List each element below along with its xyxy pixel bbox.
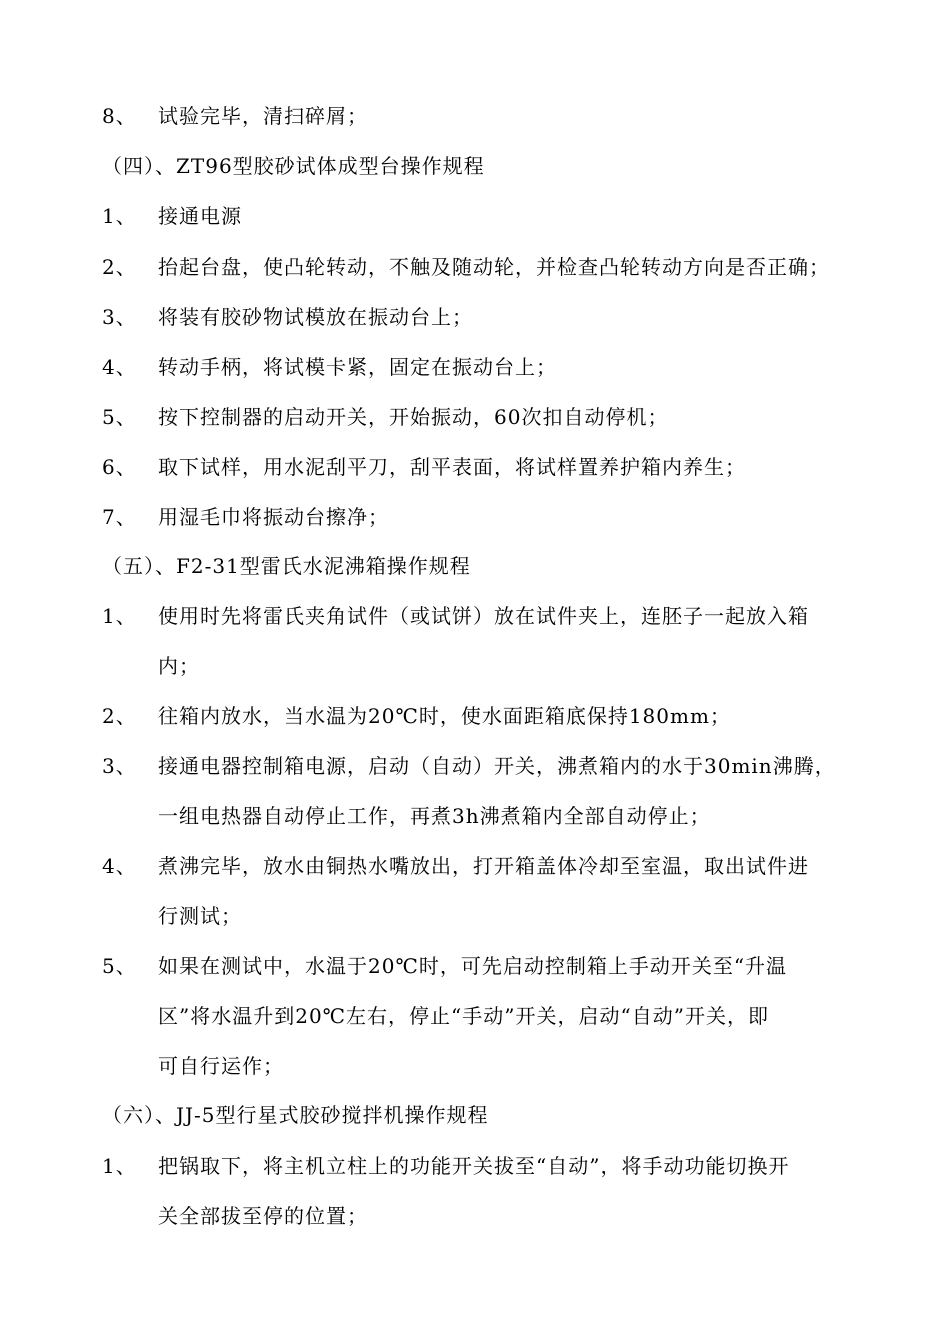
item-number: 2、 [102, 704, 137, 728]
item-text-continuation: 一组电热器自动停止工作，再煮3h沸煮箱内全部自动停止； [158, 804, 711, 828]
item-text: 把锅取下，将主机立柱上的功能开关拔至“自动”，将手动功能切换开 [158, 1154, 790, 1178]
item-number: 8、 [102, 104, 137, 128]
item-text: 抬起台盘，使凸轮转动，不触及随动轮，并检查凸轮转动方向是否正确； [158, 255, 830, 279]
item-text: 用湿毛巾将振动台擦净； [158, 505, 389, 529]
item-text-continuation: 关全部拔至停的位置； [158, 1204, 368, 1228]
item-number: 1、 [102, 604, 137, 628]
item-text-continuation: 可自行运作； [158, 1054, 284, 1078]
item-text: 将装有胶砂物试模放在振动台上； [158, 305, 473, 329]
item-number: 5、 [102, 405, 137, 429]
item-number: 3、 [102, 305, 137, 329]
item-number: 5、 [102, 954, 137, 978]
item-number: 2、 [102, 255, 137, 279]
item-number: 1、 [102, 1154, 137, 1178]
item-text: 煮沸完毕，放水由铜热水嘴放出，打开箱盖体冷却至室温，取出试件进 [158, 854, 809, 878]
item-number: 7、 [102, 505, 137, 529]
item-text: 如果在测试中，水温于20℃时，可先启动控制箱上手动开关至“升温 [158, 954, 788, 978]
item-text-continuation: 行测试； [158, 904, 242, 928]
item-text: 往箱内放水，当水温为20℃时，使水面距箱底保持180mm； [158, 704, 731, 728]
item-number: 3、 [102, 754, 137, 778]
section-heading: （五）、F2-31型雷氏水泥沸箱操作规程 [102, 554, 471, 578]
item-text: 取下试样，用水泥刮平刀，刮平表面，将试样置养护箱内养生； [158, 455, 746, 479]
item-text-continuation: 内； [158, 654, 200, 678]
item-text: 转动手柄，将试模卡紧，固定在振动台上； [158, 355, 557, 379]
item-text: 接通电源 [158, 204, 242, 228]
item-text: 接通电器控制箱电源，启动（自动）开关，沸煮箱内的水于30min沸腾， [158, 754, 836, 778]
section-heading: （四）、ZT96型胶砂试体成型台操作规程 [102, 154, 485, 178]
item-number: 6、 [102, 455, 137, 479]
section-heading: （六）、JJ-5型行星式胶砂搅拌机操作规程 [102, 1103, 489, 1127]
item-number: 1、 [102, 204, 137, 228]
item-number: 4、 [102, 854, 137, 878]
item-text-continuation: 区”将水温升到20℃左右，停止“手动”开关，启动“自动”开关，即 [158, 1004, 769, 1028]
item-text: 使用时先将雷氏夹角试件（或试饼）放在试件夹上，连胚子一起放入箱 [158, 604, 809, 628]
item-text: 试验完毕，清扫碎屑； [158, 104, 368, 128]
item-text: 按下控制器的启动开关，开始振动，60次扣自动停机； [158, 405, 669, 429]
item-number: 4、 [102, 355, 137, 379]
